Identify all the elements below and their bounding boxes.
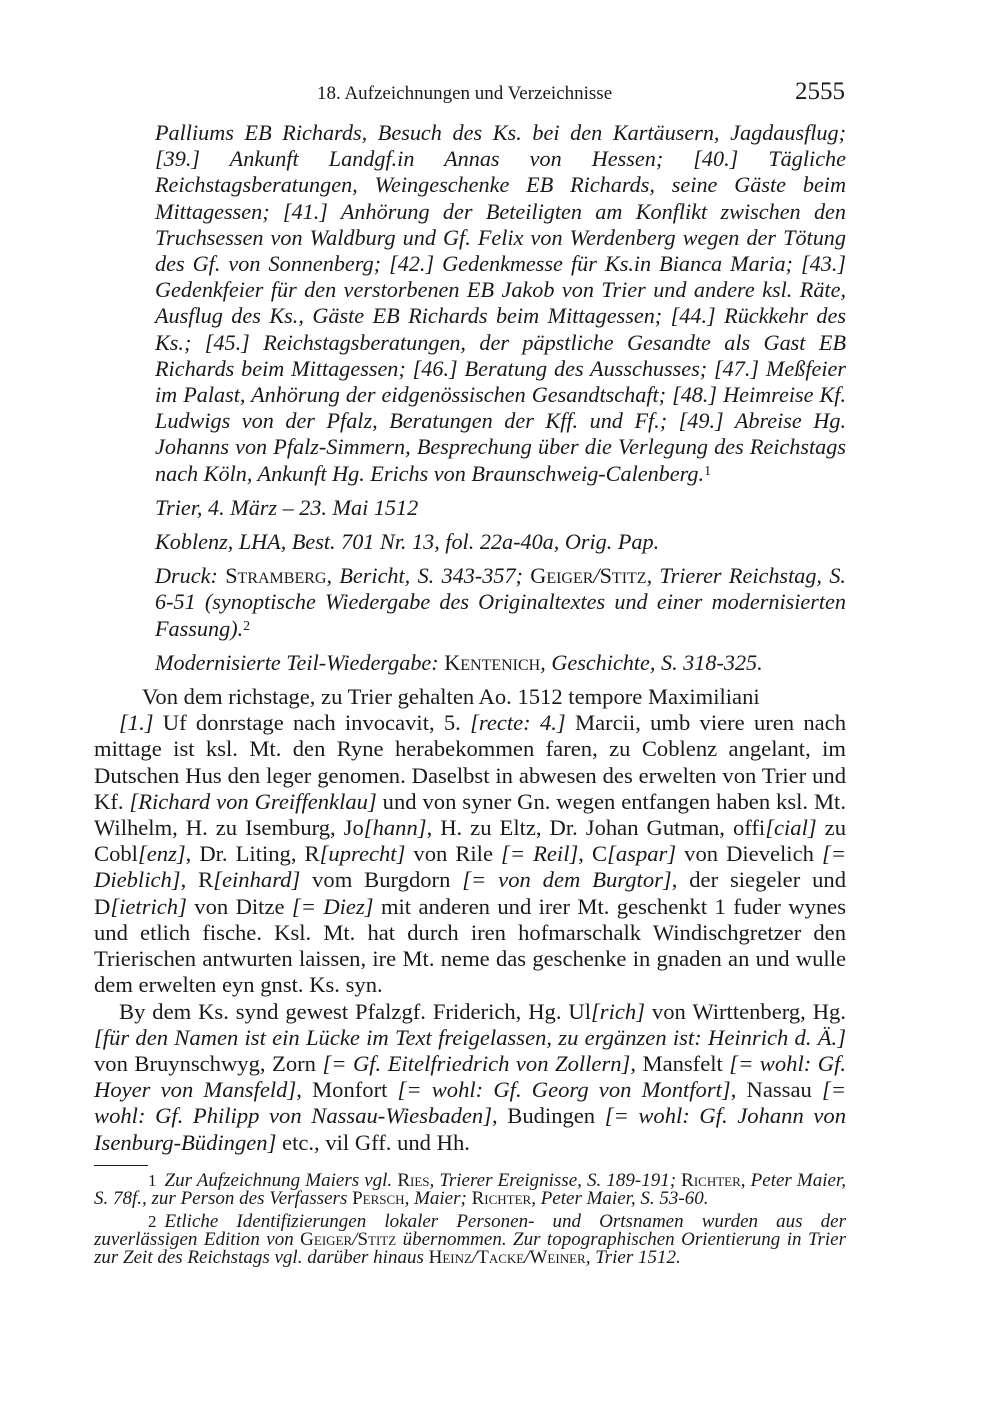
editorial-note: [rich] [591, 998, 645, 1024]
text-segment: Marcii, umb viere uren nach mittage ist ksl. Mt. den Ryne herabekommen faren, zu Coblenz angelant, im Dutschen Hus den leger genomen. Daselbst in abwesen des erwelten von Trier und Kf. [94, 710, 846, 814]
text-segment: übernommen. Zur topographischen Orientierung in Trier zur Zeit des Reichstags vgl. darüber hinaus [94, 1228, 847, 1269]
text-segment: , Maier; [404, 1188, 472, 1210]
editorial-note: [= Diez] [291, 893, 374, 919]
page-content [94, 120, 846, 1272]
editorial-note: [ietrich] [110, 893, 187, 919]
druck-label: Druck: [155, 563, 226, 589]
text-segment: , R [180, 867, 214, 893]
editorial-note: [uprecht] [319, 841, 406, 867]
print-editions [155, 563, 846, 642]
text-segment: , C [578, 841, 608, 867]
author-name: Ries [397, 1169, 430, 1191]
text-segment: , Trier 1512. [585, 1247, 681, 1269]
text-segment: By dem Ks. synd gewest Pfalzgf. Friderich, Hg. Ul [119, 998, 592, 1024]
footnote-ref-1: 1 [704, 463, 712, 479]
editorial-note: [hann] [363, 815, 427, 841]
text-segment: Uf donrstage nach invocavit, 5. [153, 710, 471, 736]
editorial-note: [= Gf. Eitelfriedrich von Zollern] [322, 1050, 631, 1076]
author-name: Weiner [529, 1247, 586, 1269]
author-name: Stramberg [225, 563, 327, 589]
editorial-note: [= Dieblich] [94, 841, 846, 893]
text-segment: , Trierer Ereignisse, S. 189-191; [429, 1169, 682, 1191]
text-segment: , H. zu Eltz, Dr. Johan Gutman, offi [426, 815, 766, 841]
page-header [0, 79, 1004, 109]
paragraph-2 [94, 999, 846, 1156]
footnotes [94, 1169, 847, 1269]
editorial-note: [= Reil] [501, 841, 579, 867]
text-segment: , Budingen [492, 1103, 605, 1129]
author-name: Stitz [599, 563, 647, 589]
author-name: Richter [681, 1169, 741, 1191]
editorial-note: [Richard von Greiffenklau] [129, 788, 377, 814]
text-segment: etc., vil Gff. und Hh. [276, 1129, 470, 1155]
footnote [94, 1210, 847, 1269]
running-head: 18. Aufzeichnungen und Verzeichnisse [317, 83, 613, 104]
footnote-separator [94, 1165, 148, 1166]
archive-source: Koblenz, LHA, Best. 701 Nr. 13, fol. 22a-40a, Orig. Pap. [155, 529, 660, 555]
author-name: Richter [471, 1188, 532, 1210]
editorial-note: [enz] [137, 841, 186, 867]
editorial-note: [1.] [119, 710, 154, 736]
source-title: Von dem richstage, zu Trier gehalten Ao. 1512 tempore Maximiliani [142, 684, 760, 710]
text-segment: Zur Aufzeichnung Maiers vgl. [164, 1169, 398, 1191]
modern-label: Modernisierte Teil-Wiedergabe: [155, 649, 445, 675]
author-name: Persch [352, 1188, 405, 1210]
author-name: Kentenich [444, 649, 541, 675]
source-text [94, 684, 846, 1156]
druck-text: , Trierer Reichstag, S. 6-51 (synoptische Wiedergabe des Originaltextes und einer modernisierten Fassung). [155, 563, 846, 641]
modernized-edition [155, 650, 846, 676]
modern-text: , Geschichte, S. 318-325. [540, 649, 763, 675]
text-segment: , Mansfelt [630, 1050, 730, 1076]
text-segment: / [352, 1228, 358, 1250]
footnote-number: 1 [148, 1170, 157, 1190]
text-segment: zu Cobl [94, 815, 846, 867]
text-segment: , Peter Maier, S. 53-60. [531, 1188, 709, 1210]
regest-summary-text: Palliums EB Richards, Besuch des Ks. bei den Kartäusern, Jagdausflug; [39.] Ankunft Landgf.in Annas von Hessen; [40.] Tägliche Reichstagsberatungen, Weingeschenke EB Richards, seine Gäste beim Mittagessen; [41.] Anhörung der Beteiligten am Konflikt zwischen den Truchsessen von Waldburg und Gf. Felix von Werdenberg wegen der Tötung des Gf. von Sonnenberg; [42.] Gedenkmesse für Ks.in Bianca Maria; [43.] Gedenkfeier für den verstorbenen EB Jakob von Trier und andere ksl. Räte, Ausflug des Ks., Gäste EB Richards beim Mittagessen; [44.] Rückkehr des Ks.; [45.] Reichstagsberatungen, der päpstliche Gesandte als Gast EB Richards beim Mittagessen; [46.] Beratung des Ausschusses; [47.] Meßfeier im Palast, Anhörung der eidgenössischen Gesandtschaft; [48.] Heimreise Kf. Ludwigs von der Pfalz, Beratungen der Kff. und Ff.; [49.] Abreise Hg. Johanns von Pfalz-Simmern, Besprechung über die Verlegung des Reichstags nach Köln, Ankunft Hg. Erichs von Braunschweig-Calenberg. [155, 120, 846, 486]
text-segment: vom Burgdorn [300, 867, 463, 893]
druck-text: / [593, 563, 600, 589]
author-name: Heinz [428, 1247, 472, 1269]
text-segment: Etliche Identifizierungen lokaler Personen- und Ortsnamen wurden aus der zuverlässigen Edition von [94, 1210, 846, 1250]
page-number: 2555 [795, 78, 845, 105]
text-segment: / [524, 1247, 530, 1269]
editorial-note: [cial] [765, 815, 817, 841]
editorial-note: [= von dem Burgtor] [462, 867, 672, 893]
text-segment: von Ditze [186, 893, 292, 919]
place-date: Trier, 4. März – 23. Mai 1512 [155, 494, 419, 520]
editorial-note: [recte: 4.] [470, 710, 566, 736]
text-segment: , Monfort [296, 1077, 398, 1103]
text-segment: , Peter Maier, S. 78f., zur Person des Verfassers [94, 1169, 846, 1210]
footnote-number: 2 [148, 1211, 157, 1231]
editorial-note: [einhard] [213, 867, 301, 893]
editorial-note: [für den Namen ist ein Lücke im Text freigelassen, zu ergänzen ist: Heinrich d. Ä.] [94, 1024, 846, 1050]
document-regest [94, 120, 846, 676]
footnote [94, 1169, 846, 1210]
text-segment: , Nassau [730, 1077, 822, 1103]
editorial-note: [aspar] [607, 841, 677, 867]
text-segment: von Wirttenberg, Hg. [645, 998, 846, 1024]
author-name: Tacke [477, 1247, 525, 1269]
author-name: Stitz [357, 1228, 397, 1250]
regest-summary [155, 120, 846, 487]
footnote-ref-2: 2 [243, 618, 251, 634]
editorial-note: [= wohl: Gf. Johann von Isenburg-Büdingen] [94, 1103, 846, 1155]
paragraph-1 [94, 710, 846, 998]
text-segment: , der siegeler und D [94, 867, 846, 919]
text-segment: , Dr. Liting, R [185, 841, 320, 867]
editorial-note: [= wohl: Gf. Philipp von Nassau-Wiesbaden] [94, 1077, 846, 1129]
editorial-note: [= wohl: Gf. Hoyer von Mansfeld] [94, 1050, 846, 1103]
author-name: Geiger [530, 563, 594, 589]
text-segment: von Rile [405, 841, 502, 867]
text-segment: / [471, 1247, 478, 1269]
text-segment: von Bruynschwyg, Zorn [94, 1050, 323, 1076]
author-name: Geiger [300, 1228, 353, 1250]
editorial-note: [= wohl: Gf. Georg von Montfort] [397, 1077, 731, 1103]
text-segment: mit anderen und irer Mt. geschenkt 1 fuder wynes und etlich fische. Ksl. Mt. hat durch iren hofmarschalk Windischgretzer den Trierischen antwurten laissen, ire Mt. neme das geschenke in gnaden an und wulle dem erwelten eyn gnst. Ks. syn. [94, 893, 846, 998]
druck-text: , Bericht, S. 343-357; [326, 563, 531, 589]
text-segment: von Dievelich [676, 841, 822, 867]
text-segment: und von syner Gn. wegen entfangen haben ksl. Mt. Wilhelm, H. zu Isemburg, Jo [94, 788, 846, 841]
